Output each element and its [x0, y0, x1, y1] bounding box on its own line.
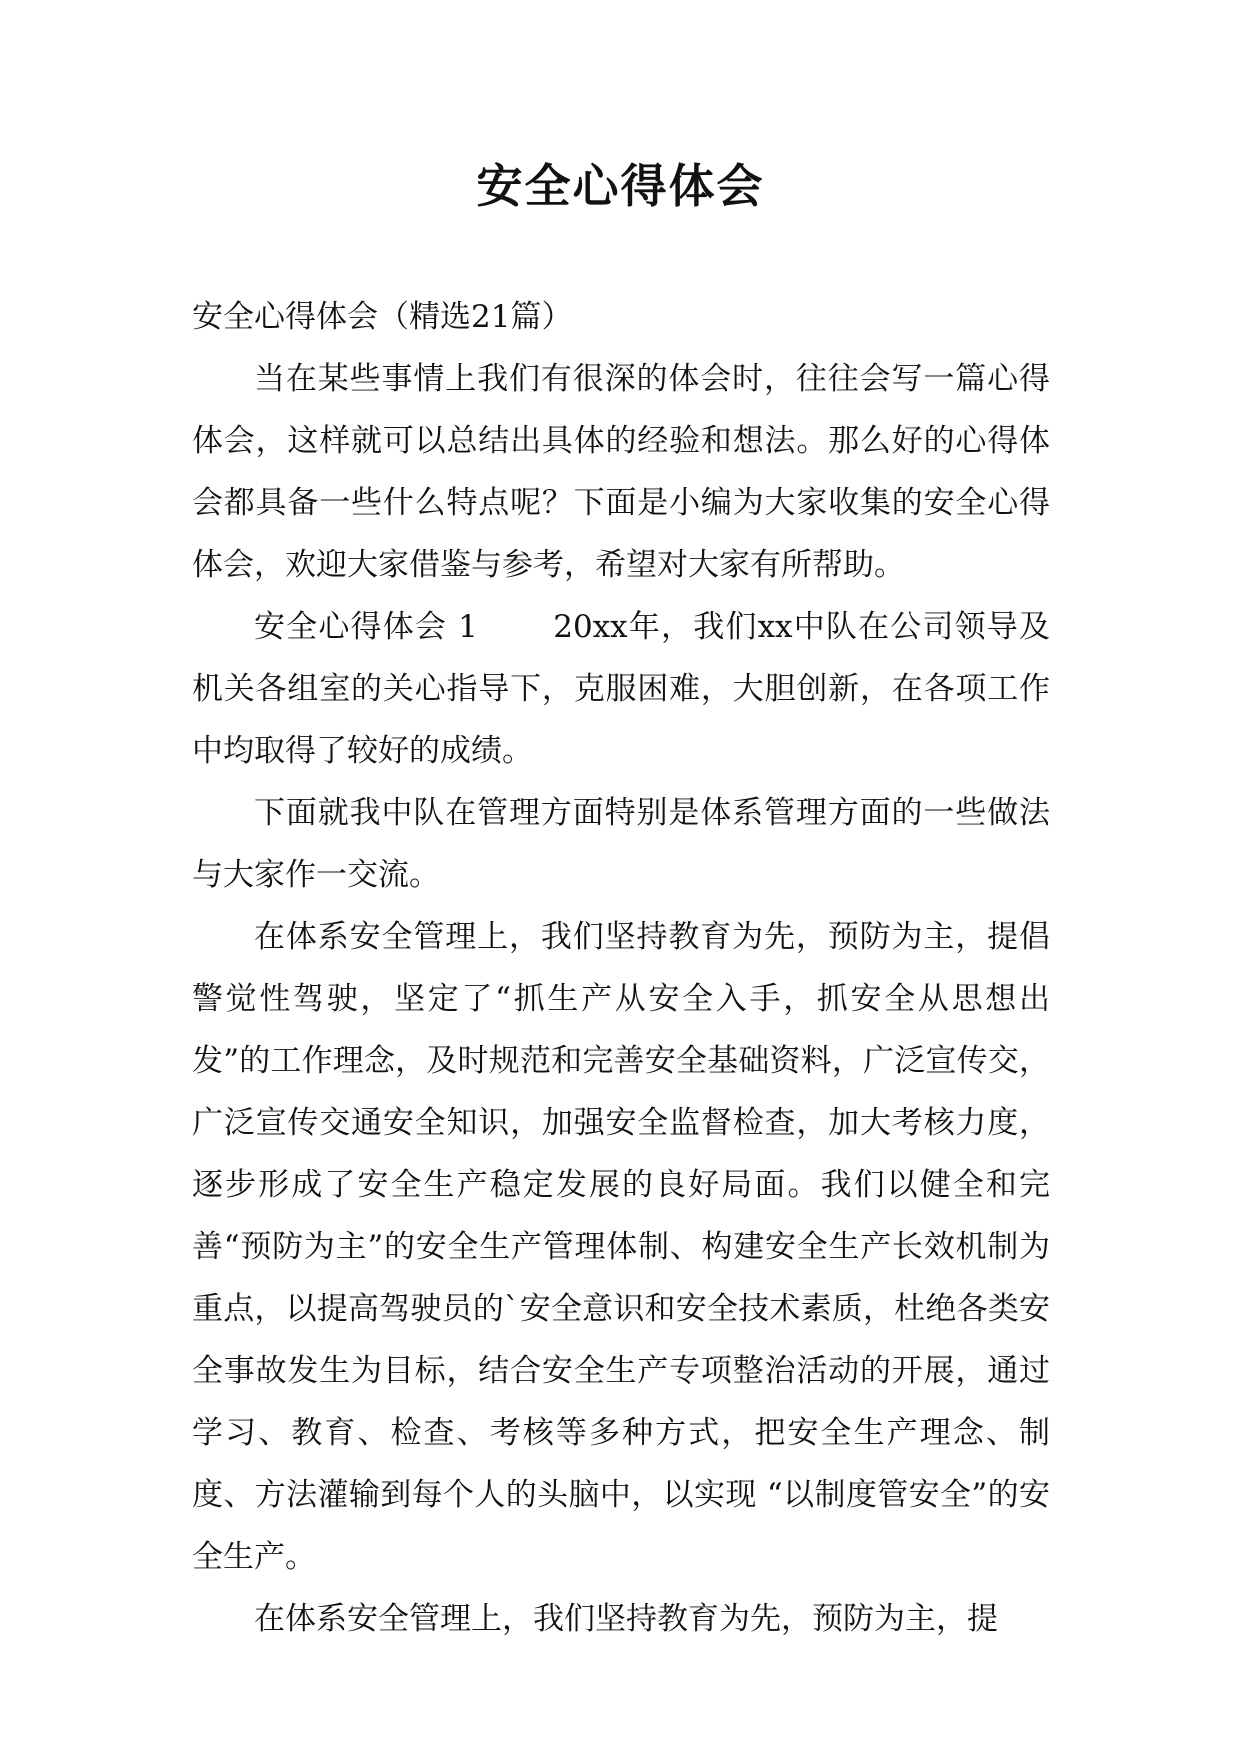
paragraph-safety-management: 在体系安全管理上，我们坚持教育为先，预防为主，提倡警觉性驾驶，坚定了“抓生产从安全入手，抓安全从思想出发”的工作理念，及时规范和完善安全基础资料，广泛宣传交，广泛宣传交通安全知识，加强安全监督检查，加大考核力度，逐步形成了安全生产稳定发展的良好局面。我们以健全和完善“预防为主”的安全生产管理体制、构建安全生产长效机制为重点，以提高驾驶员的`安全意识和安全技术素质，杜绝各类安全事故发生为目标，结合安全生产专项整治活动的开展，通过学习、教育、检查、考核等多种方式，把安全生产理念、制度、方法灌输到每个人的头脑中，以实现 “以制度管安全”的安全生产。	[192, 919, 1050, 1575]
paragraph-exchange: 下面就我中队在管理方面特别是体系管理方面的一些做法与大家作一交流。	[192, 795, 1050, 893]
paragraph-intro: 当在某些事情上我们有很深的体会时，往往会写一篇心得体会，这样就可以总结出具体的经验和想法。那么好的心得体会都具备一些什么特点呢？下面是小编为大家收集的安全心得体会，欢迎大家借鉴与参考，希望对大家有所帮助。	[192, 361, 1050, 583]
paragraph-safety-management-continued: 在体系安全管理上，我们坚持教育为先，预防为主，提	[254, 1601, 998, 1637]
paragraph-section-1: 安全心得体会 1 20xx年，我们xx中队在公司领导及机关各组室的关心指导下，克服困难，大胆创新，在各项工作中均取得了较好的成绩。	[192, 609, 1050, 769]
paragraph-subtitle: 安全心得体会（精选21篇）	[192, 299, 573, 335]
document-body	[192, 286, 1050, 1650]
document-title: 安全心得体会	[476, 159, 765, 213]
